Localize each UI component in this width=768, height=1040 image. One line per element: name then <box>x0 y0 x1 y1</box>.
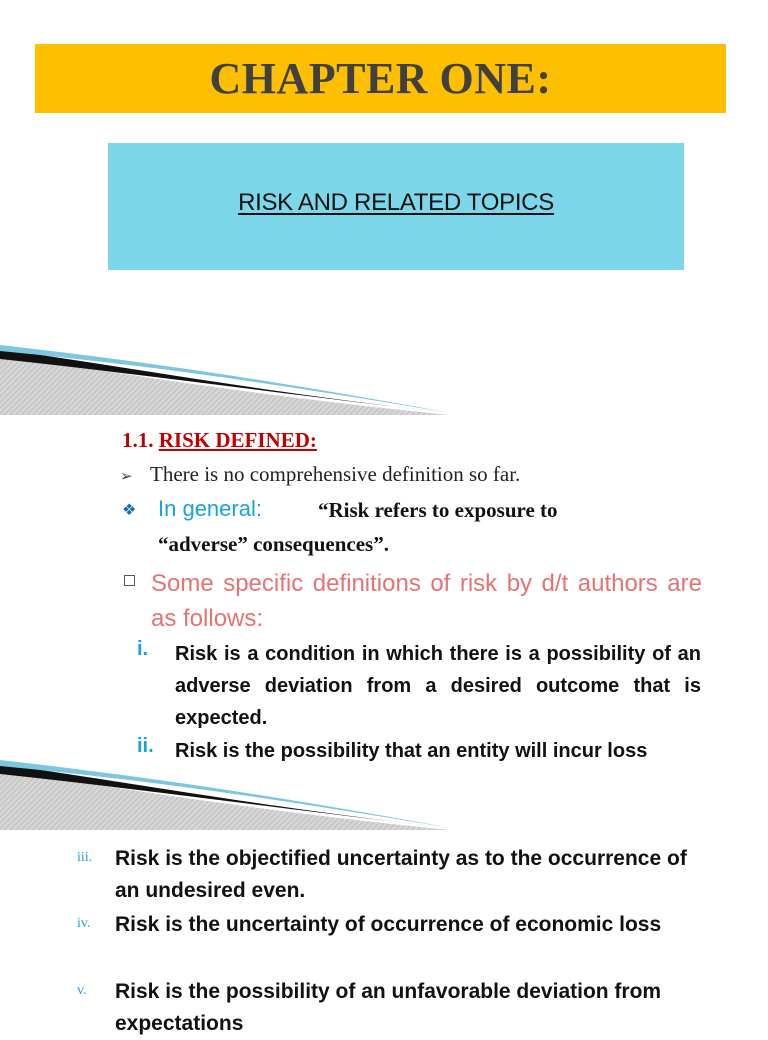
bullet-text: There is no comprehensive definition so far. <box>150 462 521 486</box>
four-diamond-bullet-icon: ❖ <box>122 502 137 519</box>
item-text: Risk is a condition in which there is a possibility of an adverse deviation from a desired outcome that is expected. <box>175 643 701 729</box>
hollow-square-bullet-icon <box>124 575 135 586</box>
chapter-banner <box>35 44 726 113</box>
bullet-text: Some specific definitions of risk by d/t authors are as follows: <box>151 570 702 632</box>
item-text: Risk is the objectified uncertainty as to the occurrence of an undesired even. <box>115 847 687 902</box>
arrow-bullet-icon: ➢ <box>120 469 133 485</box>
chapter-subtitle: RISK AND RELATED TOPICS <box>238 189 554 216</box>
quote-line-1: “Risk refers to exposure to <box>318 498 558 522</box>
item-number: i. <box>137 638 149 660</box>
chapter-title: CHAPTER ONE: <box>209 54 552 103</box>
section-number: 1.1. <box>122 428 154 452</box>
item-number: iv. <box>77 916 91 931</box>
bullet-lead: In general: <box>158 496 262 521</box>
item-text: Risk is the possibility of an unfavorable deviation from expectations <box>115 980 662 1035</box>
item-text: Risk is the uncertainty of occurrence of economic loss <box>115 913 662 936</box>
item-number: ii. <box>137 735 154 757</box>
bullet-no-definition <box>120 462 520 487</box>
section-title: RISK DEFINED: <box>158 428 317 452</box>
section-heading <box>122 428 317 453</box>
item-text: Risk is the possibility that an entity will incur loss <box>175 740 648 762</box>
item-number: v. <box>77 983 87 998</box>
item-number: iii. <box>77 850 93 865</box>
slide-separator-swoosh <box>0 760 768 830</box>
quote-line-2: “adverse” consequences”. <box>158 532 389 556</box>
subtitle-box <box>108 143 684 270</box>
slide-separator-swoosh <box>0 345 768 415</box>
